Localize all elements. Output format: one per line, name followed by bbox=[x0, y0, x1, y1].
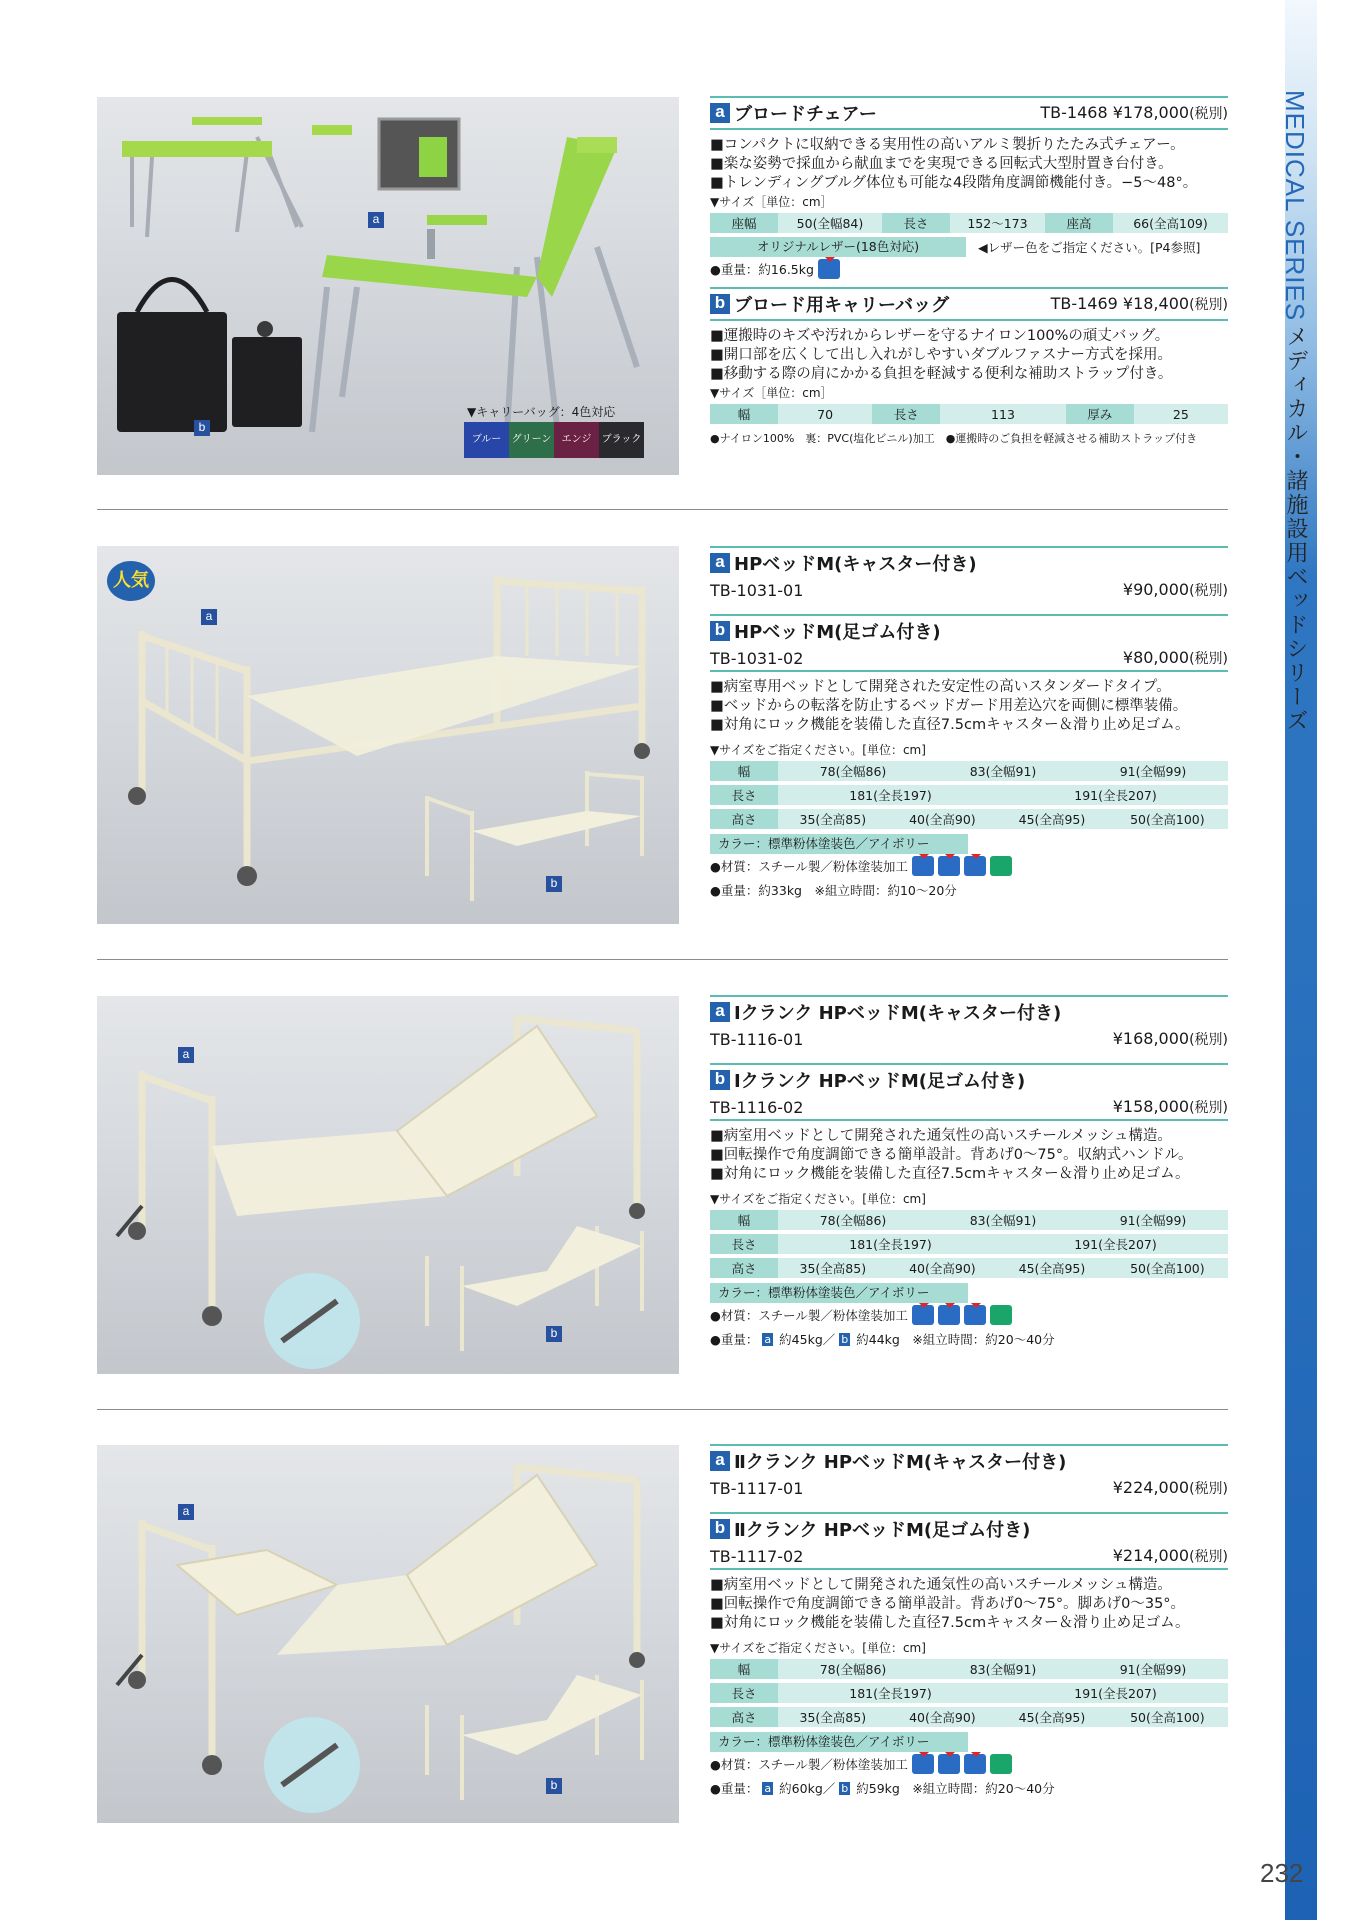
spec-cell: 70 bbox=[778, 404, 872, 425]
product-title-row bbox=[710, 1446, 1228, 1476]
spec-cell: 35(全高85) bbox=[778, 1258, 888, 1279]
shipping-icon bbox=[964, 1305, 986, 1325]
code-price-row bbox=[710, 1544, 1228, 1568]
shipping-icon bbox=[818, 259, 840, 279]
material: ●材質：スチール製／粉体塗装加工 bbox=[710, 1308, 908, 1323]
series-title-jp: メディカル・諸施設用ベッドシリーズ bbox=[1283, 325, 1308, 733]
length-table bbox=[710, 1234, 1228, 1256]
spec-cell: 35(全高85) bbox=[778, 1707, 888, 1728]
product-description bbox=[710, 1576, 1228, 1633]
product-price: ¥80,000(税別) bbox=[1122, 648, 1228, 667]
desc-line: ■楽な姿勢で採血から献血までを実現できる回転式大型肘置き台付き。 bbox=[710, 156, 1173, 172]
color-label: カラー：標準粉体塗装色／アイボリー bbox=[710, 834, 968, 854]
code-price-row bbox=[710, 646, 1228, 670]
spec-cell: 25 bbox=[1134, 404, 1228, 425]
spec-cell: 50(全幅84) bbox=[778, 213, 882, 234]
spec-cell: 40(全高90) bbox=[888, 1258, 998, 1279]
weight-label: ●重量： bbox=[710, 1781, 759, 1796]
spec-cell: 45(全高95) bbox=[997, 809, 1107, 830]
photo-tag-b: b bbox=[546, 876, 562, 892]
assembly-icon bbox=[990, 1305, 1012, 1325]
spec-cell: 191(全長207) bbox=[1003, 1234, 1228, 1255]
shipping-icon bbox=[964, 1754, 986, 1774]
crank1-bed-info bbox=[710, 995, 1228, 1351]
product-code: TB-1031-01 bbox=[710, 580, 804, 600]
product-code: TB-1116-02 bbox=[710, 1097, 804, 1117]
photo-tag-b: b bbox=[546, 1778, 562, 1794]
product-title: Ⅱクランク HPベッドM(キャスター付き) bbox=[734, 1452, 1067, 1473]
spec-cell: 152〜173 bbox=[950, 213, 1045, 234]
spec-cell: 50(全高100) bbox=[1107, 1258, 1228, 1279]
product-description bbox=[710, 327, 1228, 384]
spec-cell: 191(全長207) bbox=[1003, 1683, 1228, 1704]
desc-line: ■ベッドからの転落を防止するベッドガード用差込穴を両側に標準装備。 bbox=[710, 698, 1188, 714]
material: ●材質：スチール製／粉体塗装加工 bbox=[710, 859, 908, 874]
spec-cell: 長さ bbox=[710, 1234, 778, 1255]
shipping-icon bbox=[938, 1305, 960, 1325]
badge-a: a bbox=[710, 1002, 730, 1022]
product-title-row bbox=[710, 548, 1228, 578]
product-description bbox=[710, 1127, 1228, 1184]
shipping-icon bbox=[912, 1754, 934, 1774]
desc-line: ■コンパクトに収納できる実用性の高いアルミ製折りたたみ式チェアー。 bbox=[710, 137, 1185, 153]
product-title: Ⅰクランク HPベッドM(足ゴム付き) bbox=[734, 1071, 1026, 1092]
desc-line: ■移動する際の肩にかかる負担を軽減する便利な補助ストラップ付き。 bbox=[710, 366, 1173, 382]
material-row bbox=[710, 1752, 1228, 1776]
swatch-green: グリーン bbox=[509, 422, 554, 458]
color-label: カラー：標準粉体塗装色／アイボリー bbox=[710, 1283, 968, 1303]
hp-bed-photo bbox=[97, 546, 679, 924]
photo-tag-a: a bbox=[368, 212, 384, 228]
shipping-icon bbox=[964, 856, 986, 876]
code-price-row bbox=[710, 1095, 1228, 1119]
product-title: ブロード用キャリーバッグ bbox=[734, 295, 950, 316]
product-title: Ⅱクランク HPベッドM(足ゴム付き) bbox=[734, 1520, 1031, 1541]
crank1-bed-photo bbox=[97, 996, 679, 1374]
leather-label: オリジナルレザー(18色対応) bbox=[710, 237, 966, 257]
spec-cell: 50(全高100) bbox=[1107, 1707, 1228, 1728]
desc-line: ■対角にロック機能を装備した直径7.5cmキャスター＆滑り止め足ゴム。 bbox=[710, 1166, 1190, 1182]
height-table bbox=[710, 1258, 1228, 1280]
rule bbox=[710, 128, 1228, 130]
desc-line: ■対角にロック機能を装備した直径7.5cmキャスター＆滑り止め足ゴム。 bbox=[710, 1615, 1190, 1631]
spec-cell: 78(全幅86) bbox=[778, 1659, 928, 1680]
weight: ●重量：約33kg ※組立時間：約10〜20分 bbox=[710, 883, 957, 898]
rule bbox=[710, 670, 1228, 672]
spec-cell: 長さ bbox=[872, 404, 940, 425]
desc-line: ■トレンディングブルグ体位も可能な4段階角度調節機能付き。−5〜48°。 bbox=[710, 175, 1198, 191]
width-table bbox=[710, 761, 1228, 783]
photo-tag-a: a bbox=[178, 1047, 194, 1063]
spec-cell: 78(全幅86) bbox=[778, 1210, 928, 1231]
spec-cell: 83(全幅91) bbox=[928, 1659, 1078, 1680]
badge-a: a bbox=[710, 553, 730, 573]
material-note: ●ナイロン100% 裏：PVC(塩化ビニル)加工 ●運搬時のご負担を軽減させる補助ストラップ付き bbox=[710, 432, 1198, 445]
width-table bbox=[710, 1210, 1228, 1232]
product-price: ¥158,000(税別) bbox=[1112, 1097, 1228, 1116]
spec-cell: 厚み bbox=[1066, 404, 1134, 425]
length-table bbox=[710, 785, 1228, 807]
weight-a: 約45kg／ bbox=[779, 1332, 836, 1347]
product-title-row bbox=[710, 98, 1228, 128]
code-price-row bbox=[710, 578, 1228, 602]
spec-cell: 長さ bbox=[882, 213, 950, 234]
assembly-icon bbox=[990, 1754, 1012, 1774]
size-label: ▼サイズ［単位：cm］ bbox=[710, 195, 833, 209]
desc-line: ■病室専用ベッドとして開発された安定性の高いスタンダードタイプ。 bbox=[710, 679, 1171, 695]
code-price-row bbox=[710, 1027, 1228, 1051]
badge-a: a bbox=[764, 1781, 772, 1795]
spec-cell: 181(全長197) bbox=[778, 1683, 1003, 1704]
spec-cell: 181(全長197) bbox=[778, 1234, 1003, 1255]
spec-cell: 長さ bbox=[710, 1683, 778, 1704]
length-table bbox=[710, 1683, 1228, 1705]
badge-b: b bbox=[710, 1070, 730, 1090]
weight-row bbox=[710, 1327, 1228, 1351]
rule bbox=[710, 1568, 1228, 1570]
product-code-price: TB-1469 ¥18,400(税別) bbox=[1050, 294, 1228, 313]
spec-cell: 40(全高90) bbox=[888, 1707, 998, 1728]
spec-cell: 高さ bbox=[710, 1258, 778, 1279]
photo-tag-a: a bbox=[178, 1504, 194, 1520]
section-divider bbox=[97, 959, 1228, 960]
height-table bbox=[710, 1707, 1228, 1729]
size-label: ▼サイズをご指定ください。[単位：cm] bbox=[710, 1641, 926, 1655]
section-divider bbox=[97, 1409, 1228, 1410]
series-title-en: MEDICAL SERIES bbox=[1280, 90, 1310, 322]
spec-cell: 181(全長197) bbox=[778, 785, 1003, 806]
crank2-bed-photo bbox=[97, 1445, 679, 1823]
crank2-bed-info bbox=[710, 1444, 1228, 1800]
spec-cell: 91(全幅99) bbox=[1078, 761, 1228, 782]
product-code: TB-1117-01 bbox=[710, 1478, 804, 1498]
desc-line: ■回転操作で角度調節できる簡単設計。背あげ0〜75°。収納式ハンドル。 bbox=[710, 1147, 1193, 1163]
product-title-row bbox=[710, 997, 1228, 1027]
weight-row bbox=[710, 257, 1228, 281]
desc-line: ■病室用ベッドとして開発された通気性の高いスチールメッシュ構造。 bbox=[710, 1577, 1172, 1593]
weight-row bbox=[710, 1776, 1228, 1800]
page-number: 232 bbox=[1260, 1858, 1304, 1888]
weight-b: 約44kg ※組立時間：約20〜40分 bbox=[856, 1332, 1055, 1347]
spec-cell: 83(全幅91) bbox=[928, 761, 1078, 782]
spec-cell: 50(全高100) bbox=[1107, 809, 1228, 830]
size-label: ▼サイズをご指定ください。[単位：cm] bbox=[710, 743, 926, 757]
badge-b: b bbox=[841, 1332, 849, 1346]
spec-cell: 91(全幅99) bbox=[1078, 1659, 1228, 1680]
width-table bbox=[710, 1659, 1228, 1681]
spec-cell: 83(全幅91) bbox=[928, 1210, 1078, 1231]
rule bbox=[710, 1119, 1228, 1121]
desc-line: ■回転操作で角度調節できる簡単設計。背あげ0〜75°。脚あげ0〜35°。 bbox=[710, 1596, 1186, 1612]
spec-table bbox=[710, 213, 1228, 235]
spec-cell: 66(全高109) bbox=[1113, 213, 1228, 234]
shipping-icon bbox=[938, 856, 960, 876]
material: ●材質：スチール製／粉体塗装加工 bbox=[710, 1757, 908, 1772]
spec-cell: 長さ bbox=[710, 785, 778, 806]
spec-cell: 40(全高90) bbox=[888, 809, 998, 830]
product-price: ¥90,000(税別) bbox=[1122, 580, 1228, 599]
spec-cell: 幅 bbox=[710, 1210, 778, 1231]
product-title-row bbox=[710, 1514, 1228, 1544]
badge-a: a bbox=[764, 1332, 772, 1346]
rule bbox=[710, 319, 1228, 321]
spec-cell: 座幅 bbox=[710, 213, 778, 234]
product-title: HPベッドM(足ゴム付き) bbox=[734, 622, 941, 643]
badge-b: b bbox=[710, 621, 730, 641]
broad-chair-photo bbox=[97, 97, 679, 475]
weight-b: 約59kg ※組立時間：約20〜40分 bbox=[856, 1781, 1055, 1796]
shipping-icon bbox=[938, 1754, 960, 1774]
product-price: ¥168,000(税別) bbox=[1112, 1029, 1228, 1048]
badge-a: a bbox=[710, 1451, 730, 1471]
size-label: ▼サイズ［単位：cm］ bbox=[710, 386, 833, 400]
badge-b: b bbox=[841, 1781, 849, 1795]
product-code-price: TB-1468 ¥178,000(税別) bbox=[1040, 103, 1228, 122]
spec-cell: 座高 bbox=[1045, 213, 1113, 234]
spec-cell: 幅 bbox=[710, 1659, 778, 1680]
size-label: ▼サイズをご指定ください。[単位：cm] bbox=[710, 1192, 926, 1206]
spec-cell: 幅 bbox=[710, 404, 778, 425]
spec-cell: 78(全幅86) bbox=[778, 761, 928, 782]
swatch-blue: ブルー bbox=[464, 422, 509, 458]
product-title-row bbox=[710, 289, 1228, 319]
spec-cell: 191(全長207) bbox=[1003, 785, 1228, 806]
code-price-row bbox=[710, 1476, 1228, 1500]
spec-cell: 高さ bbox=[710, 809, 778, 830]
weight: ●重量：約16.5kg bbox=[710, 262, 814, 277]
product-title: ブロードチェアー bbox=[734, 104, 877, 125]
spec-cell: 45(全高95) bbox=[997, 1258, 1107, 1279]
badge-b: b bbox=[710, 294, 730, 314]
weight-a: 約60kg／ bbox=[779, 1781, 836, 1796]
desc-line: ■対角にロック機能を装備した直径7.5cmキャスター＆滑り止め足ゴム。 bbox=[710, 717, 1190, 733]
badge-b: b bbox=[710, 1519, 730, 1539]
spec-cell: 幅 bbox=[710, 761, 778, 782]
spec-table bbox=[710, 404, 1228, 426]
product-title: Ⅰクランク HPベッドM(キャスター付き) bbox=[734, 1003, 1062, 1024]
swatch-maroon: エンジ bbox=[554, 422, 599, 458]
shipping-icon bbox=[912, 1305, 934, 1325]
spec-cell: 35(全高85) bbox=[778, 809, 888, 830]
material-row bbox=[710, 1303, 1228, 1327]
color-label: カラー：標準粉体塗装色／アイボリー bbox=[710, 1732, 968, 1752]
spec-cell: 113 bbox=[940, 404, 1066, 425]
spec-cell: 91(全幅99) bbox=[1078, 1210, 1228, 1231]
photo-tag-a: a bbox=[201, 609, 217, 625]
section-divider bbox=[97, 509, 1228, 510]
material-row bbox=[710, 854, 1228, 878]
desc-line: ■運搬時のキズや汚れからレザーを守るナイロン100%の頑丈バッグ。 bbox=[710, 328, 1170, 344]
product-description bbox=[710, 678, 1228, 735]
product-description bbox=[710, 136, 1228, 193]
broad-chair-info bbox=[710, 96, 1228, 448]
product-title: HPベッドM(キャスター付き) bbox=[734, 554, 977, 575]
product-code: TB-1031-02 bbox=[710, 648, 804, 668]
bag-color-note: ▼キャリーバッグ：4色対応 bbox=[467, 405, 616, 419]
photo-tag-b: b bbox=[194, 420, 210, 436]
product-price: ¥214,000(税別) bbox=[1112, 1546, 1228, 1565]
height-table bbox=[710, 809, 1228, 831]
product-title-row bbox=[710, 1065, 1228, 1095]
shipping-icon bbox=[912, 856, 934, 876]
bag-color-swatches bbox=[464, 422, 644, 458]
desc-line: ■開口部を広くして出し入れがしやすいダブルファスナー方式を採用。 bbox=[710, 347, 1173, 363]
spec-cell: 45(全高95) bbox=[997, 1707, 1107, 1728]
weight-label: ●重量： bbox=[710, 1332, 759, 1347]
product-code: TB-1116-01 bbox=[710, 1029, 804, 1049]
product-price: ¥224,000(税別) bbox=[1112, 1478, 1228, 1497]
badge-a: a bbox=[710, 103, 730, 123]
leather-note: ◀レザー色をご指定ください。[P4参照] bbox=[978, 240, 1201, 255]
product-title-row bbox=[710, 616, 1228, 646]
popular-badge: 人気 bbox=[107, 561, 155, 601]
crank2-bed-illustration bbox=[97, 1445, 679, 1823]
desc-line: ■病室用ベッドとして開発された通気性の高いスチールメッシュ構造。 bbox=[710, 1128, 1172, 1144]
hp-bed-illustration bbox=[97, 546, 679, 924]
product-code: TB-1117-02 bbox=[710, 1546, 804, 1566]
spec-cell: 高さ bbox=[710, 1707, 778, 1728]
leather-row bbox=[710, 237, 1228, 257]
hp-bed-info bbox=[710, 546, 1228, 902]
swatch-black: ブラック bbox=[599, 422, 644, 458]
assembly-icon bbox=[990, 856, 1012, 876]
photo-tag-b: b bbox=[546, 1326, 562, 1342]
